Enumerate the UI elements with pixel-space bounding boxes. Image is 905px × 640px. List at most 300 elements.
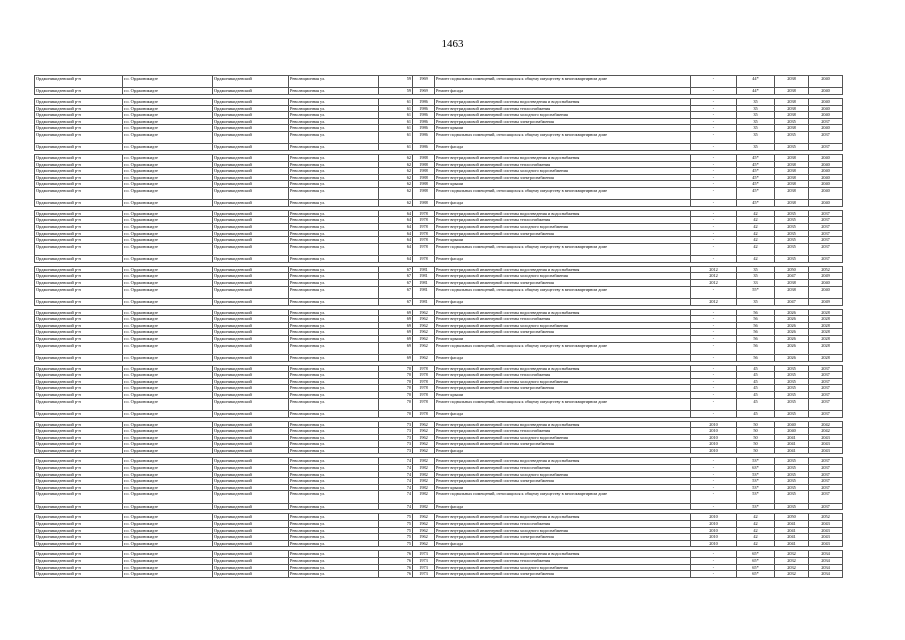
- street-cell: Революционная ул.: [289, 342, 379, 354]
- year-cell: 1988: [413, 181, 435, 188]
- work-type-cell: Ремонт внутридомовой инженерной системы водоотведения и водоснабжения: [435, 458, 691, 465]
- city-cell: г.о. Орджоникидзе: [123, 181, 213, 188]
- table-row: [35, 256, 843, 263]
- house-cell: 70: [379, 372, 413, 379]
- house-cell: 67: [379, 273, 413, 280]
- work-type-cell: Ремонт внутридомовой инженерной системы электроснабжения: [435, 441, 691, 448]
- plan-start-cell: 2047: [775, 299, 809, 306]
- street-cell: Революционная ул.: [289, 484, 379, 491]
- district-cell: Орджоникидзевский р-н: [35, 181, 123, 188]
- city-cell: г.о. Орджоникидзе: [123, 273, 213, 280]
- work-type-cell: Ремонт фасада: [435, 88, 691, 95]
- reference-year-cell: 2010: [691, 441, 737, 448]
- municipality-cell: Орджоникидзевский: [213, 125, 289, 132]
- work-type-cell: Ремонт внутридомовой инженерной системы водоотведения и водоснабжения: [435, 266, 691, 273]
- house-cell: 61: [379, 98, 413, 105]
- plan-start-cell: 2035: [775, 458, 809, 465]
- city-cell: г.о. Орджоникидзе: [123, 105, 213, 112]
- street-cell: Революционная ул.: [289, 174, 379, 181]
- table-row: [35, 98, 843, 105]
- last-repair-cell: 53*: [737, 458, 775, 465]
- plan-start-cell: 2035: [775, 237, 809, 244]
- municipality-cell: Орджоникидзевский: [213, 217, 289, 224]
- reference-year-cell: -: [691, 187, 737, 199]
- municipality-cell: Орджоникидзевский: [213, 551, 289, 558]
- plan-start-cell: 2035: [775, 398, 809, 410]
- plan-start-cell: 2026: [775, 322, 809, 329]
- work-type-cell: Ремонт внутридомовой инженерной системы электроснабжения: [435, 534, 691, 541]
- city-cell: г.о. Орджоникидзе: [123, 88, 213, 95]
- plan-start-cell: 2047: [775, 273, 809, 280]
- plan-start-cell: 2038: [775, 76, 809, 88]
- reference-year-cell: -: [691, 398, 737, 410]
- year-cell: 1973: [413, 558, 435, 565]
- reference-year-cell: -: [691, 465, 737, 472]
- city-cell: г.о. Орджоникидзе: [123, 174, 213, 181]
- reference-year-cell: -: [691, 385, 737, 392]
- table-row: [35, 168, 843, 175]
- city-cell: г.о. Орджоникидзе: [123, 551, 213, 558]
- city-cell: г.о. Орджоникидзе: [123, 372, 213, 379]
- year-cell: 1962: [413, 354, 435, 361]
- street-cell: Революционная ул.: [289, 286, 379, 298]
- municipality-cell: Орджоникидзевский: [213, 421, 289, 428]
- work-type-cell: Ремонт фасада: [435, 447, 691, 454]
- work-type-cell: Ремонт внутридомовой инженерной системы теплоснабжения: [435, 217, 691, 224]
- reference-year-cell: -: [691, 243, 737, 255]
- reference-year-cell: -: [691, 181, 737, 188]
- house-cell: 62: [379, 200, 413, 207]
- street-cell: Революционная ул.: [289, 447, 379, 454]
- city-cell: г.о. Орджоникидзе: [123, 237, 213, 244]
- street-cell: Революционная ул.: [289, 76, 379, 88]
- municipality-cell: Орджоникидзевский: [213, 391, 289, 398]
- plan-start-cell: 2038: [775, 200, 809, 207]
- house-cell: 61: [379, 144, 413, 151]
- house-cell: 75: [379, 521, 413, 528]
- year-cell: 1988: [413, 174, 435, 181]
- street-cell: Революционная ул.: [289, 428, 379, 435]
- plan-end-cell: 2040: [809, 168, 843, 175]
- reference-year-cell: 2010: [691, 521, 737, 528]
- plan-end-cell: 2034: [809, 564, 843, 571]
- last-repair-cell: 44*: [737, 76, 775, 88]
- plan-end-cell: 2037: [809, 391, 843, 398]
- work-type-cell: Ремонт подвальных помещений, относящихся к общему имуществу в многоквартирном доме: [435, 187, 691, 199]
- last-repair-cell: 53*: [737, 491, 775, 503]
- street-cell: Революционная ул.: [289, 491, 379, 503]
- year-cell: 1986: [413, 118, 435, 125]
- table-row: [35, 354, 843, 361]
- capital-repair-table-container: [34, 75, 842, 578]
- plan-end-cell: 2052: [809, 266, 843, 273]
- plan-start-cell: 2038: [775, 174, 809, 181]
- municipality-cell: Орджоникидзевский: [213, 266, 289, 273]
- house-cell: 61: [379, 112, 413, 119]
- plan-start-cell: 2035: [775, 256, 809, 263]
- city-cell: г.о. Орджоникидзе: [123, 266, 213, 273]
- plan-end-cell: 2034: [809, 551, 843, 558]
- last-repair-cell: 45*: [737, 174, 775, 181]
- table-body: [35, 76, 843, 578]
- table-row: [35, 309, 843, 316]
- year-cell: 1973: [413, 551, 435, 558]
- street-cell: Революционная ул.: [289, 273, 379, 280]
- district-cell: Орджоникидзевский р-н: [35, 273, 123, 280]
- city-cell: г.о. Орджоникидзе: [123, 342, 213, 354]
- plan-end-cell: 2037: [809, 484, 843, 491]
- last-repair-cell: 45: [737, 385, 775, 392]
- last-repair-cell: 42: [737, 230, 775, 237]
- year-cell: 1982: [413, 458, 435, 465]
- city-cell: г.о. Орджоникидзе: [123, 256, 213, 263]
- year-cell: 1962: [413, 421, 435, 428]
- house-cell: 70: [379, 385, 413, 392]
- municipality-cell: Орджоникидзевский: [213, 372, 289, 379]
- plan-end-cell: 2028: [809, 354, 843, 361]
- city-cell: г.о. Орджоникидзе: [123, 98, 213, 105]
- year-cell: 1962: [413, 329, 435, 336]
- last-repair-cell: 45*: [737, 187, 775, 199]
- plan-start-cell: 2026: [775, 329, 809, 336]
- municipality-cell: Орджоникидзевский: [213, 503, 289, 510]
- municipality-cell: Орджоникидзевский: [213, 181, 289, 188]
- district-cell: Орджоникидзевский р-н: [35, 230, 123, 237]
- municipality-cell: Орджоникидзевский: [213, 428, 289, 435]
- table-row: [35, 210, 843, 217]
- reference-year-cell: 2010: [691, 514, 737, 521]
- district-cell: Орджоникидзевский р-н: [35, 558, 123, 565]
- house-cell: 73: [379, 447, 413, 454]
- page-number: 1463: [441, 38, 464, 50]
- street-cell: Революционная ул.: [289, 571, 379, 578]
- plan-start-cell: 2050: [775, 266, 809, 273]
- district-cell: Орджоникидзевский р-н: [35, 378, 123, 385]
- district-cell: Орджоникидзевский р-н: [35, 286, 123, 298]
- city-cell: г.о. Орджоникидзе: [123, 187, 213, 199]
- plan-start-cell: 2038: [775, 168, 809, 175]
- municipality-cell: Орджоникидзевский: [213, 224, 289, 231]
- city-cell: г.о. Орджоникидзе: [123, 118, 213, 125]
- house-cell: 69: [379, 335, 413, 342]
- table-row: [35, 458, 843, 465]
- table-row: [35, 434, 843, 441]
- work-type-cell: Ремонт подвальных помещений, относящихся к общему имуществу в многоквартирном доме: [435, 131, 691, 143]
- table-row: [35, 391, 843, 398]
- year-cell: 1978: [413, 365, 435, 372]
- city-cell: г.о. Орджоникидзе: [123, 471, 213, 478]
- district-cell: Орджоникидзевский р-н: [35, 342, 123, 354]
- district-cell: Орджоникидзевский р-н: [35, 187, 123, 199]
- district-cell: Орджоникидзевский р-н: [35, 98, 123, 105]
- reference-year-cell: -: [691, 105, 737, 112]
- municipality-cell: Орджоникидзевский: [213, 478, 289, 485]
- plan-end-cell: 2040: [809, 112, 843, 119]
- house-cell: 59: [379, 88, 413, 95]
- reference-year-cell: -: [691, 365, 737, 372]
- plan-end-cell: 2037: [809, 118, 843, 125]
- plan-end-cell: 2037: [809, 471, 843, 478]
- plan-end-cell: 2034: [809, 558, 843, 565]
- city-cell: г.о. Орджоникидзе: [123, 434, 213, 441]
- reference-year-cell: 2010: [691, 540, 737, 547]
- work-type-cell: Ремонт внутридомовой инженерной системы холодного водоснабжения: [435, 434, 691, 441]
- plan-end-cell: 2028: [809, 309, 843, 316]
- street-cell: Революционная ул.: [289, 398, 379, 410]
- table-row: [35, 540, 843, 547]
- work-type-cell: Ремонт внутридомовой инженерной системы электроснабжения: [435, 329, 691, 336]
- city-cell: г.о. Орджоникидзе: [123, 527, 213, 534]
- work-type-cell: Ремонт внутридомовой инженерной системы холодного водоснабжения: [435, 527, 691, 534]
- table-row: [35, 266, 843, 273]
- street-cell: Революционная ул.: [289, 335, 379, 342]
- table-row: [35, 329, 843, 336]
- plan-start-cell: 2035: [775, 385, 809, 392]
- street-cell: Революционная ул.: [289, 478, 379, 485]
- work-type-cell: Ремонт внутридомовой инженерной системы электроснабжения: [435, 571, 691, 578]
- year-cell: 1982: [413, 484, 435, 491]
- plan-end-cell: 2043: [809, 521, 843, 528]
- district-cell: Орджоникидзевский р-н: [35, 210, 123, 217]
- year-cell: 1988: [413, 168, 435, 175]
- street-cell: Революционная ул.: [289, 385, 379, 392]
- municipality-cell: Орджоникидзевский: [213, 105, 289, 112]
- table-row: [35, 527, 843, 534]
- last-repair-cell: 35: [737, 131, 775, 143]
- table-row: [35, 514, 843, 521]
- plan-start-cell: 2038: [775, 98, 809, 105]
- city-cell: г.о. Орджоникидзе: [123, 286, 213, 298]
- year-cell: 1962: [413, 342, 435, 354]
- city-cell: г.о. Орджоникидзе: [123, 210, 213, 217]
- last-repair-cell: 45: [737, 410, 775, 417]
- house-cell: 76: [379, 558, 413, 565]
- last-repair-cell: 56: [737, 342, 775, 354]
- municipality-cell: Орджоникидзевский: [213, 434, 289, 441]
- work-type-cell: Ремонт внутридомовой инженерной системы теплоснабжения: [435, 558, 691, 565]
- city-cell: г.о. Орджоникидзе: [123, 491, 213, 503]
- house-cell: 75: [379, 540, 413, 547]
- plan-end-cell: 2037: [809, 465, 843, 472]
- house-cell: 74: [379, 503, 413, 510]
- plan-start-cell: 2026: [775, 342, 809, 354]
- plan-end-cell: 2040: [809, 161, 843, 168]
- last-repair-cell: 56: [737, 329, 775, 336]
- municipality-cell: Орджоникидзевский: [213, 322, 289, 329]
- work-type-cell: Ремонт внутридомовой инженерной системы водоотведения и водоснабжения: [435, 98, 691, 105]
- municipality-cell: Орджоникидзевский: [213, 329, 289, 336]
- plan-end-cell: 2040: [809, 76, 843, 88]
- municipality-cell: Орджоникидзевский: [213, 98, 289, 105]
- work-type-cell: Ремонт фасада: [435, 410, 691, 417]
- plan-start-cell: 2038: [775, 187, 809, 199]
- plan-start-cell: 2038: [775, 112, 809, 119]
- municipality-cell: Орджоникидзевский: [213, 527, 289, 534]
- city-cell: г.о. Орджоникидзе: [123, 521, 213, 528]
- table-row: [35, 118, 843, 125]
- work-type-cell: Ремонт внутридомовой инженерной системы холодного водоснабжения: [435, 471, 691, 478]
- reference-year-cell: -: [691, 322, 737, 329]
- last-repair-cell: 42: [737, 237, 775, 244]
- district-cell: Орджоникидзевский р-н: [35, 428, 123, 435]
- house-cell: 69: [379, 316, 413, 323]
- table-row: [35, 365, 843, 372]
- house-cell: 61: [379, 125, 413, 132]
- reference-year-cell: -: [691, 471, 737, 478]
- work-type-cell: Ремонт крыши: [435, 335, 691, 342]
- district-cell: Орджоникидзевский р-н: [35, 385, 123, 392]
- year-cell: 1982: [413, 503, 435, 510]
- district-cell: Орджоникидзевский р-н: [35, 243, 123, 255]
- municipality-cell: Орджоникидзевский: [213, 354, 289, 361]
- house-cell: 59: [379, 76, 413, 88]
- plan-start-cell: 2050: [775, 514, 809, 521]
- last-repair-cell: 42: [737, 521, 775, 528]
- year-cell: 1962: [413, 434, 435, 441]
- district-cell: Орджоникидзевский р-н: [35, 309, 123, 316]
- house-cell: 70: [379, 410, 413, 417]
- plan-start-cell: 2035: [775, 118, 809, 125]
- municipality-cell: Орджоникидзевский: [213, 534, 289, 541]
- district-cell: Орджоникидзевский р-н: [35, 458, 123, 465]
- work-type-cell: Ремонт внутридомовой инженерной системы теплоснабжения: [435, 428, 691, 435]
- city-cell: г.о. Орджоникидзе: [123, 385, 213, 392]
- house-cell: 64: [379, 217, 413, 224]
- district-cell: Орджоникидзевский р-н: [35, 491, 123, 503]
- city-cell: г.о. Орджоникидзе: [123, 243, 213, 255]
- table-row: [35, 471, 843, 478]
- table-row: [35, 299, 843, 306]
- year-cell: 1981: [413, 266, 435, 273]
- last-repair-cell: 45*: [737, 200, 775, 207]
- reference-year-cell: -: [691, 286, 737, 298]
- city-cell: г.о. Орджоникидзе: [123, 421, 213, 428]
- plan-end-cell: 2049: [809, 299, 843, 306]
- year-cell: 1986: [413, 131, 435, 143]
- house-cell: 62: [379, 168, 413, 175]
- municipality-cell: Орджоникидзевский: [213, 410, 289, 417]
- municipality-cell: Орджоникидзевский: [213, 200, 289, 207]
- table-row: [35, 88, 843, 95]
- year-cell: 1988: [413, 161, 435, 168]
- plan-start-cell: 2041: [775, 434, 809, 441]
- last-repair-cell: 45: [737, 378, 775, 385]
- last-repair-cell: 42: [737, 256, 775, 263]
- street-cell: Революционная ул.: [289, 354, 379, 361]
- reference-year-cell: -: [691, 118, 737, 125]
- street-cell: Революционная ул.: [289, 564, 379, 571]
- plan-start-cell: 2041: [775, 441, 809, 448]
- municipality-cell: Орджоникидзевский: [213, 465, 289, 472]
- last-repair-cell: 65*: [737, 551, 775, 558]
- city-cell: г.о. Орджоникидзе: [123, 410, 213, 417]
- plan-end-cell: 2040: [809, 154, 843, 161]
- municipality-cell: Орджоникидзевский: [213, 471, 289, 478]
- reference-year-cell: -: [691, 564, 737, 571]
- municipality-cell: Орджоникидзевский: [213, 458, 289, 465]
- plan-start-cell: 2038: [775, 105, 809, 112]
- work-type-cell: Ремонт внутридомовой инженерной системы теплоснабжения: [435, 161, 691, 168]
- table-row: [35, 200, 843, 207]
- table-row: [35, 372, 843, 379]
- district-cell: Орджоникидзевский р-н: [35, 441, 123, 448]
- city-cell: г.о. Орджоникидзе: [123, 322, 213, 329]
- year-cell: 1982: [413, 478, 435, 485]
- street-cell: Революционная ул.: [289, 256, 379, 263]
- table-row: [35, 217, 843, 224]
- house-cell: 73: [379, 428, 413, 435]
- plan-end-cell: 2040: [809, 98, 843, 105]
- plan-end-cell: 2037: [809, 131, 843, 143]
- last-repair-cell: 50: [737, 441, 775, 448]
- last-repair-cell: 35: [737, 144, 775, 151]
- last-repair-cell: 65*: [737, 571, 775, 578]
- year-cell: 1978: [413, 256, 435, 263]
- last-repair-cell: 42: [737, 210, 775, 217]
- plan-start-cell: 2038: [775, 286, 809, 298]
- plan-start-cell: 2026: [775, 354, 809, 361]
- year-cell: 1978: [413, 210, 435, 217]
- last-repair-cell: 50: [737, 428, 775, 435]
- table-row: [35, 112, 843, 119]
- table-row: [35, 465, 843, 472]
- plan-end-cell: 2040: [809, 125, 843, 132]
- plan-start-cell: 2038: [775, 280, 809, 287]
- municipality-cell: Орджоникидзевский: [213, 521, 289, 528]
- city-cell: г.о. Орджоникидзе: [123, 398, 213, 410]
- district-cell: Орджоникидзевский р-н: [35, 168, 123, 175]
- plan-end-cell: 2037: [809, 217, 843, 224]
- year-cell: 1978: [413, 224, 435, 231]
- street-cell: Революционная ул.: [289, 118, 379, 125]
- table-row: [35, 286, 843, 298]
- last-repair-cell: 45: [737, 365, 775, 372]
- year-cell: 1962: [413, 441, 435, 448]
- house-cell: 74: [379, 484, 413, 491]
- plan-start-cell: 2032: [775, 558, 809, 565]
- street-cell: Революционная ул.: [289, 112, 379, 119]
- reference-year-cell: -: [691, 112, 737, 119]
- plan-start-cell: 2040: [775, 421, 809, 428]
- table-row: [35, 230, 843, 237]
- house-cell: 62: [379, 174, 413, 181]
- street-cell: Революционная ул.: [289, 181, 379, 188]
- plan-end-cell: 2037: [809, 372, 843, 379]
- work-type-cell: Ремонт подвальных помещений, относящихся к общему имуществу в многоквартирном доме: [435, 76, 691, 88]
- work-type-cell: Ремонт внутридомовой инженерной системы теплоснабжения: [435, 316, 691, 323]
- work-type-cell: Ремонт внутридомовой инженерной системы теплоснабжения: [435, 521, 691, 528]
- district-cell: Орджоникидзевский р-н: [35, 256, 123, 263]
- house-cell: 64: [379, 210, 413, 217]
- table-row: [35, 484, 843, 491]
- district-cell: Орджоникидзевский р-н: [35, 534, 123, 541]
- work-type-cell: Ремонт внутридомовой инженерной системы электроснабжения: [435, 385, 691, 392]
- municipality-cell: Орджоникидзевский: [213, 378, 289, 385]
- district-cell: Орджоникидзевский р-н: [35, 76, 123, 88]
- work-type-cell: Ремонт внутридомовой инженерной системы электроснабжения: [435, 230, 691, 237]
- street-cell: Революционная ул.: [289, 125, 379, 132]
- reference-year-cell: -: [691, 200, 737, 207]
- table-row: [35, 273, 843, 280]
- reference-year-cell: -: [691, 316, 737, 323]
- plan-end-cell: 2037: [809, 230, 843, 237]
- plan-start-cell: 2035: [775, 471, 809, 478]
- plan-end-cell: 2037: [809, 503, 843, 510]
- city-cell: г.о. Орджоникидзе: [123, 299, 213, 306]
- municipality-cell: Орджоникидзевский: [213, 230, 289, 237]
- house-cell: 74: [379, 458, 413, 465]
- year-cell: 1986: [413, 112, 435, 119]
